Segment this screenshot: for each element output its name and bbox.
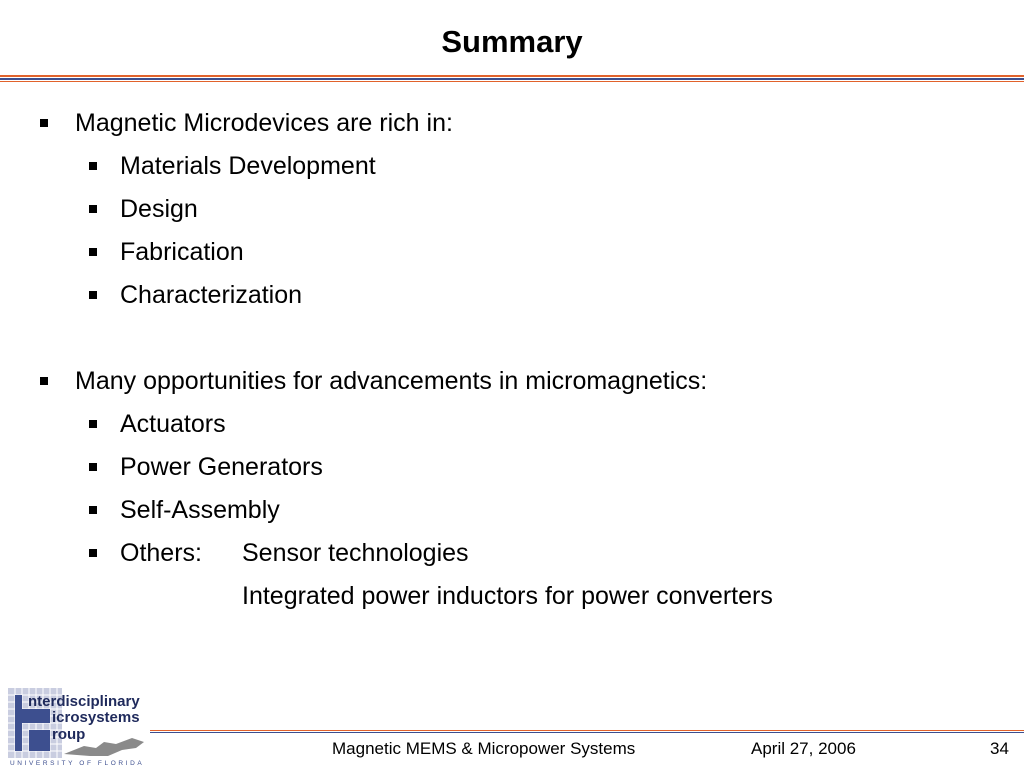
square-bullet-icon xyxy=(89,463,97,471)
square-bullet-icon xyxy=(89,549,97,557)
list-item xyxy=(0,360,1024,403)
logo-line2: icrosystems xyxy=(52,709,140,726)
square-bullet-icon xyxy=(89,291,97,299)
bullet-detail: Sensor technologies xyxy=(242,539,469,567)
list-item xyxy=(0,532,1024,575)
bullet-text: Actuators xyxy=(120,410,226,438)
bullet-text: Many opportunities for advancements in micromagnetics: xyxy=(75,367,708,395)
bullet-text: Self-Assembly xyxy=(120,496,280,524)
img-logo xyxy=(4,686,154,766)
slide-title: Summary xyxy=(441,24,583,59)
square-bullet-icon xyxy=(40,377,48,385)
list-item xyxy=(0,145,1024,188)
logo-university: UNIVERSITY OF FLORIDA xyxy=(10,760,145,766)
square-bullet-icon xyxy=(40,119,48,127)
logo-line3: roup xyxy=(52,726,86,743)
square-bullet-icon xyxy=(89,506,97,514)
bullet-text: Characterization xyxy=(120,281,303,309)
list-item xyxy=(0,403,1024,446)
list-item-continuation xyxy=(0,575,1024,618)
bullet-detail: Integrated power inductors for power converters xyxy=(242,582,773,610)
footer-date: April 27, 2006 xyxy=(751,739,856,758)
bullet-text: Design xyxy=(120,195,198,223)
spacer xyxy=(0,317,1024,360)
square-bullet-icon xyxy=(89,205,97,213)
title-divider xyxy=(0,81,1024,82)
bullet-text: Power Generators xyxy=(120,453,323,481)
page-number: 34 xyxy=(990,739,1009,758)
list-item xyxy=(0,102,1024,145)
list-item xyxy=(0,446,1024,489)
list-item xyxy=(0,274,1024,317)
logo-line1: nterdisciplinary xyxy=(28,693,140,710)
square-bullet-icon xyxy=(89,248,97,256)
bullet-text: Others: xyxy=(120,539,202,567)
bullet-list xyxy=(0,102,1024,618)
title-divider xyxy=(0,78,1024,80)
footer-course-title: Magnetic MEMS & Micropower Systems xyxy=(332,739,636,758)
footer-divider xyxy=(150,732,1024,733)
bullet-text: Magnetic Microdevices are rich in: xyxy=(75,109,453,137)
list-item xyxy=(0,188,1024,231)
footer-divider xyxy=(150,730,1024,731)
bullet-text: Fabrication xyxy=(120,238,244,266)
list-item xyxy=(0,489,1024,532)
title-divider xyxy=(0,75,1024,77)
list-item xyxy=(0,231,1024,274)
bullet-text: Materials Development xyxy=(120,152,376,180)
square-bullet-icon xyxy=(89,420,97,428)
square-bullet-icon xyxy=(89,162,97,170)
